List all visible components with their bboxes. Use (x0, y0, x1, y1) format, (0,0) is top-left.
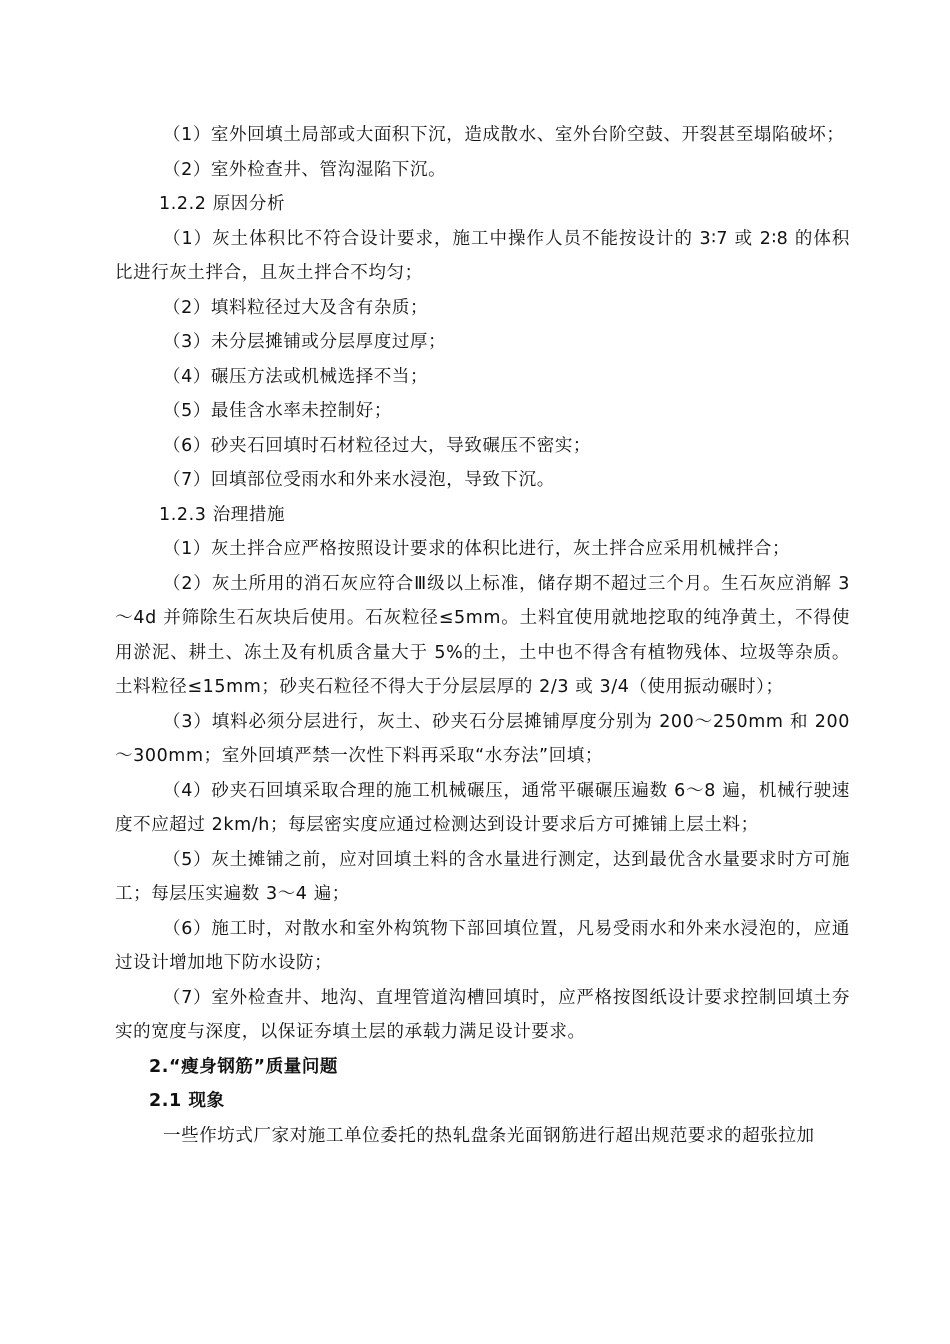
paragraph: （3）填料必须分层进行，灰土、砂夹石分层摊铺厚度分别为 200～250mm 和 200～300mm；室外回填严禁一次性下料再采取“水夯法”回填； (115, 711, 850, 766)
paragraph: （1）室外回填土局部或大面积下沉，造成散水、室外台阶空鼓、开裂甚至塌陷破坏； (163, 125, 845, 145)
paragraph: （1）灰土拌合应严格按照设计要求的体积比进行，灰土拌合应采用机械拌合； (163, 539, 791, 559)
section-heading: 1.2.3 治理措施 (159, 504, 286, 525)
document-body (115, 118, 850, 1153)
paragraph: （4）碾压方法或机械选择不当； (163, 366, 429, 387)
paragraph: （7）室外检查井、地沟、直埋管道沟槽回填时，应严格按图纸设计要求控制回填土夯实的宽度与深度，以保证夯填土层的承载力满足设计要求。 (115, 987, 850, 1042)
paragraph: （4）砂夹石回填采取合理的施工机械碾压，通常平碾碾压遍数 6～8 遍，机械行驶速度不应超过 2km/h；每层密实度应通过检测达到设计要求后方可摊铺上层土料； (115, 780, 850, 835)
paragraph: （6）砂夹石回填时石材粒径过大，导致碾压不密实； (163, 435, 592, 456)
chapter-heading: 2.“瘦身钢筋”质量问题 (149, 1056, 339, 1077)
section-heading: 2.1 现象 (149, 1091, 225, 1111)
paragraph: （7）回填部位受雨水和外来水浸泡，导致下沉。 (163, 470, 555, 490)
paragraph: 一些作坊式厂家对施工单位委托的热轧盘条光面钢筋进行超出规范要求的超张拉加 (163, 1125, 815, 1146)
paragraph: （3）未分层摊铺或分层厚度过厚； (163, 332, 447, 352)
paragraph: （5）最佳含水率未控制好； (163, 401, 392, 421)
paragraph: （2）填料粒径过大及含有杂质； (163, 297, 429, 318)
paragraph: （2）室外检查井、管沟湿陷下沉。 (163, 159, 447, 180)
section-heading: 1.2.2 原因分析 (159, 194, 286, 214)
paragraph: （1）灰土体积比不符合设计要求，施工中操作人员不能按设计的 3∶7 或 2∶8 的体积比进行灰土拌合，且灰土拌合不均匀； (115, 228, 850, 283)
paragraph: （5）灰土摊铺之前，应对回填土料的含水量进行测定，达到最优含水量要求时方可施工；每层压实遍数 3～4 遍； (115, 849, 850, 904)
paragraph: （2）灰土所用的消石灰应符合Ⅲ级以上标准，储存期不超过三个月。生石灰应消解 3～4d 并筛除生石灰块后使用。石灰粒径≤5mm。土料宜使用就地挖取的纯净黄土，不得使用淤泥、耕土、冻土及有机质含量大于 5%的土，土中也不得含有植物残体、垃圾等杂质。土料粒径≤15mm；砂夹石粒径不得大于分层层厚的 2/3 或 3/4（使用振动碾时）； (115, 573, 850, 697)
paragraph: （6）施工时，对散水和室外构筑物下部回填位置，凡易受雨水和外来水浸泡的，应通过设计增加地下防水设防； (115, 918, 850, 973)
